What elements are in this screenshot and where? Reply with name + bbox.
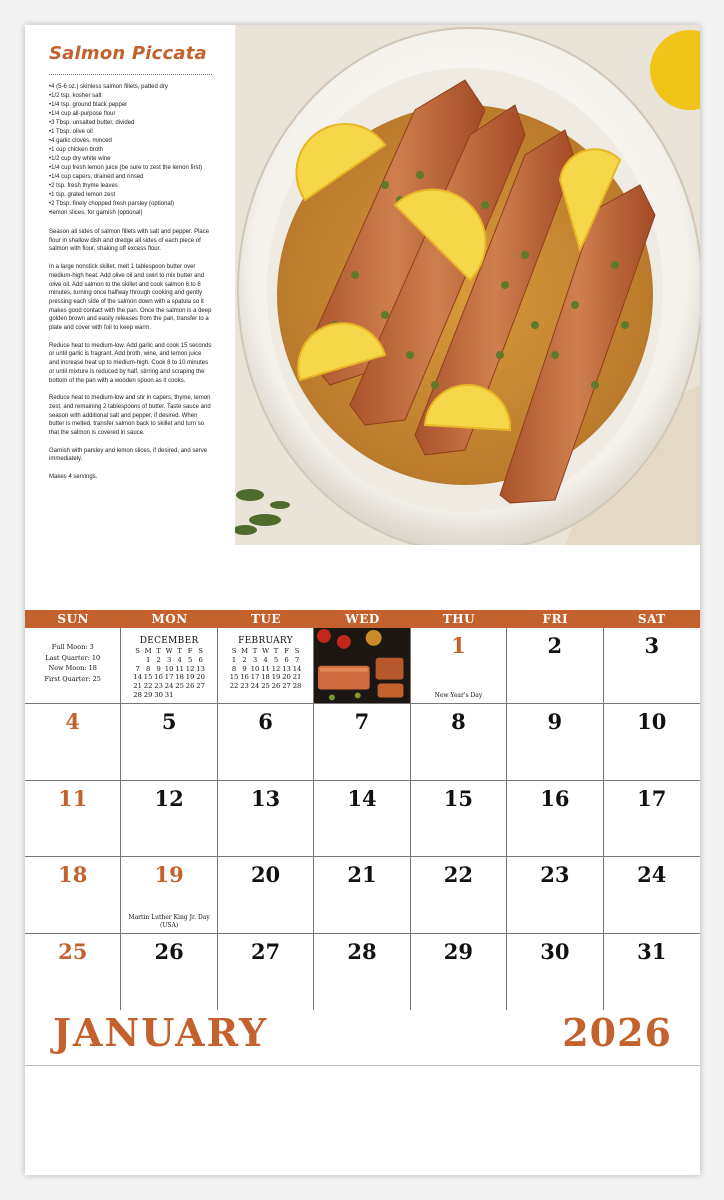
mini-day: 6	[284, 655, 289, 664]
day-number: 21	[347, 862, 377, 888]
weekday-label: THU	[442, 612, 476, 626]
mini-day: 24	[250, 682, 260, 691]
mini-day: 31	[164, 690, 174, 699]
ingredient-item: • 4 garlic cloves, minced	[49, 137, 213, 146]
mini-day: 13	[282, 664, 291, 673]
mini-day: 2	[156, 655, 161, 664]
mini-day: 11	[261, 664, 270, 673]
mini-day: 12	[271, 664, 281, 673]
ingredient-list	[49, 83, 213, 218]
recipe-step: Season all sides of salmon fillets with salt and pepper. Place flour in shallow dish and dredge all sides of each piece of salmon with flour, shaking off excess flour.	[49, 229, 210, 253]
day-cell	[411, 857, 507, 933]
day-cell	[314, 857, 410, 933]
day-cell	[411, 934, 507, 1010]
mini-day: 25	[261, 682, 270, 691]
weekday-label: MON	[151, 612, 188, 626]
day-cell	[314, 704, 410, 780]
ingredient-item: • 3 Tbsp. unsalted butter, divided	[49, 119, 213, 128]
moon-phase: New Moon: 18	[48, 664, 97, 672]
recipe-panel	[25, 25, 235, 545]
recipe-steps	[49, 228, 213, 482]
mini-day: 11	[175, 664, 184, 673]
day-number: 4	[65, 709, 81, 735]
mini-day: 9	[242, 664, 247, 673]
title-divider	[49, 74, 212, 75]
mini-day: 3	[166, 655, 172, 664]
day-number: 2	[547, 633, 563, 658]
day-number: 28	[347, 938, 377, 964]
day-number: 14	[347, 785, 377, 811]
day-cell	[604, 934, 700, 1010]
mini-day	[174, 691, 185, 700]
next-month-cell	[218, 628, 314, 704]
weekday-header	[25, 610, 700, 628]
mini-day: 10	[164, 664, 174, 673]
thumbnail-cell	[314, 628, 410, 704]
mini-weekday: F	[284, 647, 289, 655]
mini-weekday: W	[165, 647, 173, 655]
day-number: 25	[58, 938, 88, 964]
day-number: 7	[354, 709, 370, 735]
weekday-label: WED	[345, 612, 380, 626]
mini-day: 5	[187, 655, 193, 664]
prev-month-cell	[121, 628, 217, 704]
mini-day: 5	[273, 655, 279, 664]
day-cell	[314, 781, 410, 857]
ingredient-item: • 1 Tbsp. olive oil	[49, 128, 213, 137]
mini-day: 7	[294, 655, 300, 664]
salmon-thumbnail-image	[314, 628, 409, 703]
mini-weekday: F	[187, 647, 193, 655]
mini-day: 23	[240, 682, 249, 691]
mini-day: 1	[145, 655, 151, 664]
mini-day: 9	[156, 664, 161, 673]
holiday-note: New Year's Day	[434, 692, 483, 700]
recipe-step: Makes 4 servings.	[49, 474, 98, 481]
day-number: 6	[258, 709, 273, 735]
mini-day	[185, 691, 196, 700]
mini-day: 26	[271, 682, 281, 691]
recipe-title: Salmon Piccata	[49, 43, 207, 64]
mini-weekday: T	[252, 647, 258, 655]
day-number: 19	[154, 862, 184, 888]
mini-weekday: T	[156, 647, 161, 655]
mini-day: 22	[143, 682, 153, 691]
salmon-piccata-image	[235, 25, 700, 545]
day-cell	[121, 704, 217, 780]
weekday-label: FRI	[542, 612, 569, 626]
ingredient-item: • 1 tsp. grated lemon zest	[49, 191, 213, 200]
footer-divider	[25, 1065, 700, 1066]
day-number: 31	[637, 938, 667, 964]
day-cell	[25, 781, 121, 857]
mini-day: 21	[133, 682, 142, 691]
mini-day: 28	[292, 682, 302, 691]
ingredient-item: • 1/2 cup dry white wine	[49, 155, 213, 164]
mini-day: 16	[240, 673, 249, 682]
mini-day: 22	[229, 682, 239, 691]
moon-phase: Full Moon: 3	[51, 643, 94, 651]
mini-weekday: M	[241, 647, 249, 655]
mini-day: 27	[196, 682, 205, 691]
day-number: 24	[637, 862, 667, 888]
mini-weekday: S	[231, 647, 237, 655]
mini-day: 28	[133, 690, 142, 699]
mini-day: 26	[185, 682, 195, 691]
mini-weekday: S	[198, 647, 203, 655]
calendar-page	[25, 25, 700, 1175]
month-name: JANUARY	[53, 1010, 269, 1055]
day-cell	[121, 857, 217, 933]
prev-month-title: DECEMBER	[139, 636, 199, 646]
mini-day: 23	[154, 682, 163, 691]
mini-day: 29	[143, 690, 153, 699]
mini-day: 1	[231, 655, 237, 664]
mini-day: 12	[185, 664, 195, 673]
mini-weekday: S	[294, 647, 300, 655]
mini-day	[132, 656, 143, 665]
day-cell	[507, 781, 603, 857]
weekday-label: SUN	[57, 612, 90, 626]
mini-day: 3	[252, 655, 258, 664]
day-number: 29	[443, 938, 474, 964]
mini-day: 10	[250, 664, 260, 673]
mini-calendar-table	[229, 647, 303, 691]
day-number: 17	[637, 785, 667, 811]
day-cell	[25, 704, 121, 780]
day-cell	[25, 934, 121, 1010]
mini-weekday: W	[262, 647, 270, 655]
mini-day: 24	[164, 682, 174, 691]
ingredient-item: • 1/4 cup fresh lemon juice (be sure to zest the lemon first)	[49, 164, 213, 173]
recipe-step: In a large nonstick skillet, melt 1 tablespoon butter over medium-high heat. Add olive oil and swirl to mix butter and olive oil. Add salmon to the skillet and cook salmon 6 to 8 minutes, turning once halfway through cooking and gently pressing each side of the salmon down with a spatula so it makes good contact with the pan. Once the salmon is a deep golden brown and easily releases from the pan, transfer to a plate and cover with foil to keep warm.	[49, 264, 212, 332]
day-number: 13	[250, 785, 281, 811]
mini-day: 19	[185, 673, 195, 682]
mini-day: 17	[164, 673, 174, 682]
ingredient-item: • 1 cup chicken broth	[49, 146, 213, 155]
day-cell	[314, 934, 410, 1010]
next-month-title: FEBRUARY	[238, 636, 293, 646]
ingredient-item: • 1/2 tsp. kosher salt	[49, 92, 213, 101]
ingredient-item: • 1/4 cup capers, drained and rinsed	[49, 173, 213, 182]
recipe-step: Garnish with parsley and lemon slices, if desired, and serve immediately.	[49, 447, 208, 463]
day-number: 5	[161, 709, 177, 735]
day-number: 23	[540, 862, 570, 888]
mini-day	[195, 691, 206, 700]
mini-day: 20	[196, 673, 205, 682]
day-cell	[121, 781, 217, 857]
moon-phases-cell	[25, 628, 121, 704]
mini-day: 20	[282, 673, 291, 682]
mini-weekday: T	[177, 647, 182, 655]
mini-day: 17	[250, 673, 260, 682]
mini-day: 18	[175, 673, 184, 682]
mini-day: 30	[154, 690, 163, 699]
holiday-note: Martin Luther King Jr. Day (USA)	[128, 913, 210, 929]
day-cell	[218, 781, 314, 857]
mini-day: 8	[145, 664, 151, 673]
day-cell	[411, 704, 507, 780]
mini-day: 2	[242, 655, 247, 664]
day-cell	[604, 857, 700, 933]
ingredient-item: • 2 tsp. fresh thyme leaves	[49, 182, 213, 191]
day-cell	[25, 857, 121, 933]
day-number: 18	[58, 862, 88, 888]
mini-day: 21	[292, 673, 302, 682]
day-number: 11	[58, 785, 88, 811]
mini-day: 19	[271, 673, 281, 682]
ingredient-item: • 1/4 cup all-purpose flour	[49, 110, 213, 119]
recipe-step: Reduce heat to medium-low. Add garlic and cook 15 seconds or until garlic is fragrant. Add broth, wine, and lemon juice and increase heat up to medium-high. Cook 8 to 10 minutes or until mixture is reduced by half, stirring and scraping the bottom of the pan with a wooden spoon as it cooks.	[49, 342, 212, 384]
weekday-label: TUE	[251, 612, 282, 626]
mini-day: 8	[231, 664, 237, 673]
moon-phase: Last Quarter: 10	[45, 653, 101, 662]
year: 2026	[562, 1010, 672, 1055]
mini-day: 4	[263, 655, 268, 664]
day-number: 3	[644, 633, 660, 658]
day-number: 27	[250, 938, 281, 964]
mini-calendar-table	[132, 647, 206, 700]
mini-day: 4	[177, 655, 182, 664]
day-cell	[218, 857, 314, 933]
day-cell	[604, 704, 700, 780]
day-number: 22	[443, 862, 474, 888]
day-number: 15	[443, 785, 474, 811]
day-cell	[507, 934, 603, 1010]
mini-day: 7	[135, 664, 140, 673]
day-cell	[121, 934, 217, 1010]
ingredient-item: • lemon slices, for garnish (optional)	[49, 209, 213, 218]
mini-day: 27	[282, 682, 291, 691]
mini-day: 14	[292, 664, 302, 673]
day-number: 8	[451, 709, 466, 735]
day-cell	[604, 781, 700, 857]
day-number: 26	[154, 938, 184, 964]
day-number: 20	[250, 862, 281, 888]
day-number: 12	[154, 785, 184, 811]
day-cell	[411, 781, 507, 857]
ingredient-item: • 2 Tbsp. finely chopped fresh parsley (optional)	[49, 200, 213, 209]
mini-day: 18	[261, 673, 270, 682]
ingredient-item: • 4 (5-6 oz.) skinless salmon fillets, patted dry	[49, 83, 213, 92]
day-cell	[507, 704, 603, 780]
day-cell	[604, 628, 700, 704]
mini-day: 25	[175, 682, 184, 691]
ingredient-item: • 1/4 tsp. ground black pepper	[49, 101, 213, 110]
mini-weekday: S	[135, 647, 140, 655]
day-cell	[411, 628, 507, 704]
day-cell	[507, 857, 603, 933]
day-cell	[218, 704, 314, 780]
day-number: 30	[540, 938, 570, 964]
day-number: 16	[540, 785, 570, 811]
mini-day: 14	[133, 673, 142, 682]
day-number: 10	[637, 709, 667, 735]
mini-day: 13	[196, 664, 205, 673]
weekday-label: SAT	[637, 612, 666, 626]
mini-day: 16	[154, 673, 163, 682]
mini-weekday: M	[144, 647, 152, 655]
mini-weekday: T	[273, 647, 279, 655]
day-number: 9	[547, 709, 563, 735]
day-number: 1	[451, 633, 466, 658]
recipe-photo	[235, 25, 700, 545]
mini-day: 6	[198, 655, 203, 664]
mini-day: 15	[143, 673, 153, 682]
recipe-step: Reduce heat to medium-low and stir in capers, thyme, lemon zest, and remaining 2 tablespoons of butter. Taste sauce and season with additional salt and pepper, if desired. When butter is melted, transfer salmon back to skillet and turn so that the salmon is covered in sauce.	[49, 395, 211, 437]
calendar-grid	[25, 628, 700, 1010]
mini-day: 15	[229, 673, 239, 682]
day-cell	[218, 934, 314, 1010]
day-cell	[507, 628, 603, 704]
moon-phase: First Quarter: 25	[44, 674, 101, 683]
